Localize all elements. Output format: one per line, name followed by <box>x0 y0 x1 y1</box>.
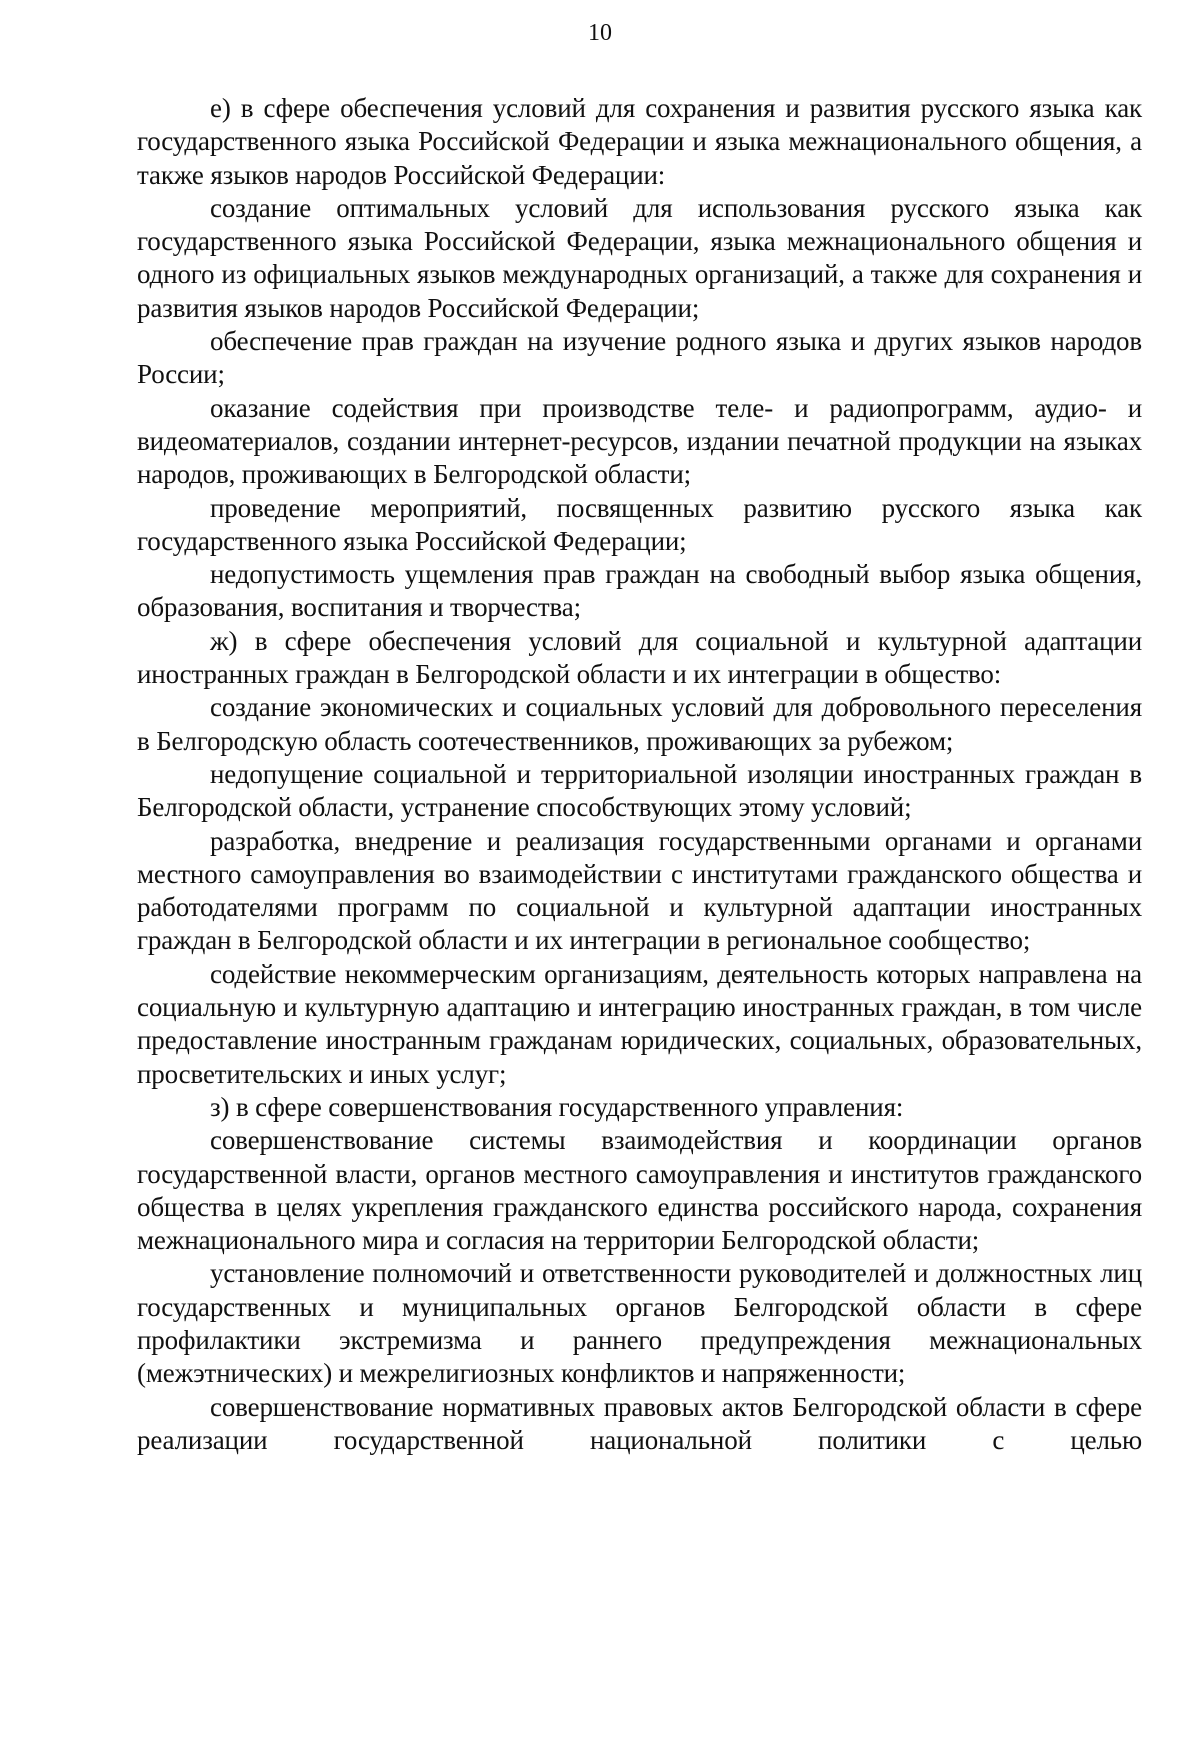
page-number: 10 <box>588 20 612 46</box>
paragraph-section-e-heading: е) в сфере обеспечения условий для сохранения и развития русского языка как государственного языка Российской Федерации и языка межнационального общения, а также языков народов Российской Федерации: <box>137 93 1142 190</box>
document-body <box>137 92 1142 1457</box>
paragraph-language-choice-rights: недопустимость ущемления прав граждан на свободный выбор языка общения, образования, воспитания и творчества; <box>137 559 1142 623</box>
paragraph-section-z-heading: з) в сфере совершенствования государственного управления: <box>210 1091 904 1122</box>
paragraph-section-zh-heading: ж) в сфере обеспечения условий для социальной и культурной адаптации иностранных граждан в Белгородской области и их интеграции в общество: <box>137 625 1142 690</box>
paragraph-adaptation-programs: разработка, внедрение и реализация государственными органами и органами местного самоуправления во взаимодействии с институтами гражданского общества и работодателями программ по социальной и культурной адаптации иностранных граждан в Белгородской области и их интеграции в региональное сообщество; <box>137 825 1142 956</box>
paragraph-isolation-prevention: недопущение социальной и территориальной изоляции иностранных граждан в Белгородской области, устранение способствующих этому условий; <box>137 758 1142 823</box>
paragraph-media-production: оказание содействия при производстве теле- и радиопрограмм, аудио- и видеоматериалов, создании интернет-ресурсов, издании печатной продукции на языках народов, проживающих в Белгородской области; <box>137 392 1142 490</box>
paragraph-optimal-conditions: создание оптимальных условий для использования русского языка как государственного языка Российской Федерации, языка межнационального общения и одного из официальных языков международных организаций, а также для сохранения и развития языков народов Российской Федерации; <box>137 192 1142 323</box>
paragraph-responsibility-powers: установление полномочий и ответственности руководителей и должностных лиц государственных и муниципальных органов Белгородской области в сфере профилактики экстремизма и раннего предупреждения межнациональных (межэтнических) и межрелигиозных конфликтов и напряженности; <box>137 1258 1142 1389</box>
paragraph-coordination-system: совершенствование системы взаимодействия и координации органов государственной власти, органов местного самоуправления и институтов гражданского общества в целях укрепления гражданского единства российского народа, сохранения межнационального мира и согласия на территории Белгородской области; <box>137 1125 1142 1256</box>
paragraph-russian-language-events: проведение мероприятий, посвященных развитию русского языка как государственного языка Российской Федерации; <box>137 492 1142 556</box>
paragraph-regulatory-acts: совершенствование нормативных правовых актов Белгородской области в сфере реализации государственной национальной политики с целью <box>137 1391 1142 1455</box>
paragraph-resettlement-conditions: создание экономических и социальных условий для добровольного переселения в Белгородскую область соотечественников, проживающих за рубежом; <box>137 692 1142 756</box>
paragraph-ngo-support: содействие некоммерческим организациям, деятельность которых направлена на социальную и культурную адаптацию и интеграцию иностранных граждан, в том числе предоставление иностранным гражданам юридических, социальных, образовательных, просветительских и иных услуг; <box>137 958 1142 1089</box>
paragraph-native-language-rights: обеспечение прав граждан на изучение родного языка и других языков народов России; <box>137 326 1142 390</box>
